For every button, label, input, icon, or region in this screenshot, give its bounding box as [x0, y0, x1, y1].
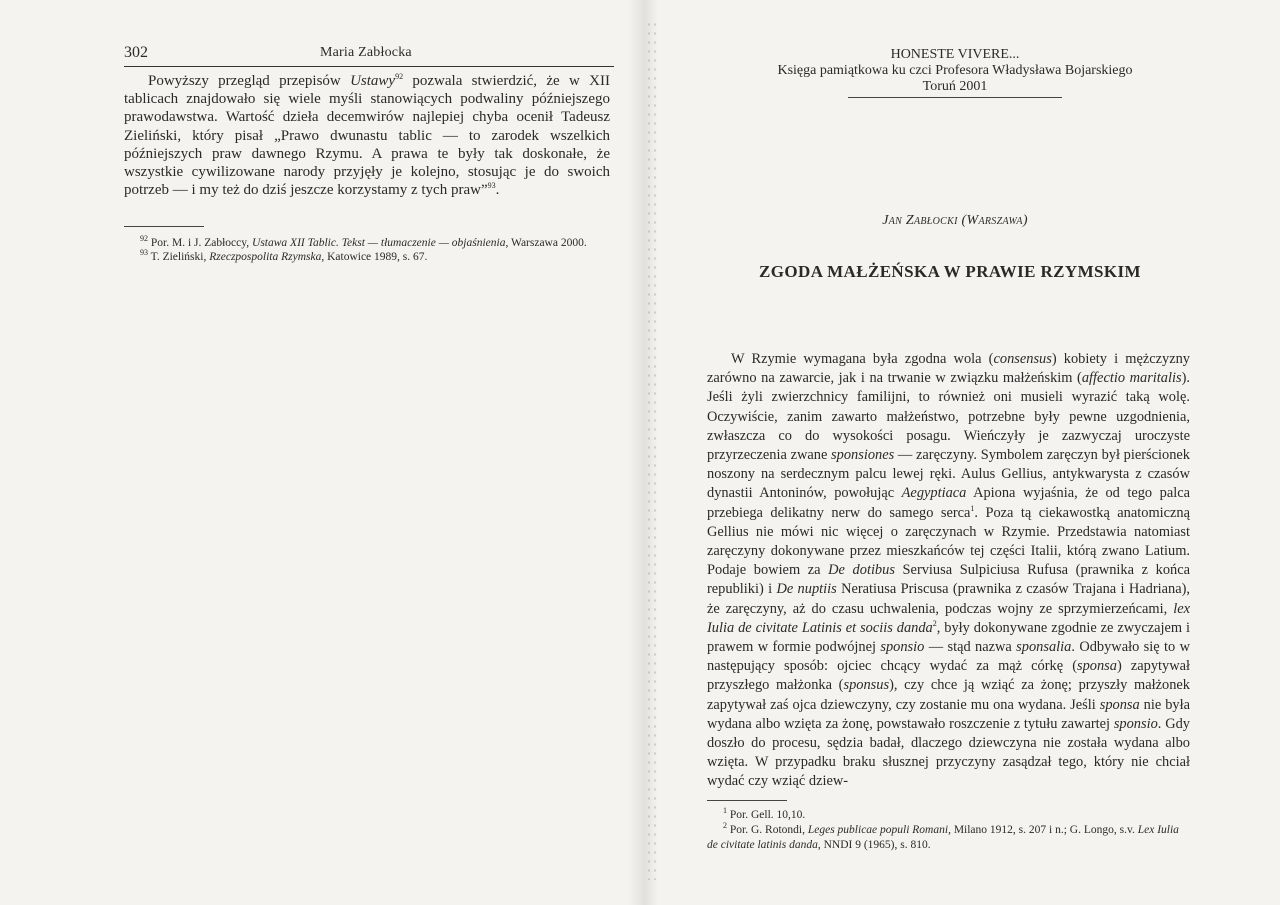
page-number: 302: [124, 44, 148, 61]
footnote-rule: [124, 226, 204, 227]
left-running-header: [124, 44, 614, 67]
footnote: $^1$ Por. Gell. 10,10.: [723, 806, 806, 821]
article-author: Jan Zabłocki (Warszawa): [882, 213, 1028, 228]
running-head-author: Maria Zabłocka: [320, 45, 412, 60]
article-title: ZGODA MAŁŻEŃSKA W PRAWIE RZYMSKIM: [759, 262, 1141, 281]
series-subtitle: Księga pamiątkowa ku czci Profesora Władysława Bojarskiego: [777, 63, 1133, 78]
footnote: $^2$ Por. G. Rotondi, Leges publicae populi Romani, Milano 1912, s. 207 i n.; G. Longo, s.v. Lex Iulia de civitate latinis danda, NNDI 9 (1965), s. 810.: [707, 821, 1179, 851]
footnote-rule: [707, 800, 787, 801]
series-rule: [848, 97, 1062, 98]
footnote: $^{92}$ Por. M. i J. Zabłoccy, Ustawa XII Tablic. Tekst — tłumaczenie — objaśnienia, Warszawa 2000.: [140, 234, 587, 249]
right-footnotes: [707, 808, 1190, 853]
right-body-text: [707, 350, 1190, 792]
left-paragraph: Powyższy przegląd przepisów Ustawy$^{92}$ pozwala stwierdzić, że w XII tablicach znajdowało się wiele myśli stanowiących podwaliny późniejszego prawodawstwa. Wartość dzieła decemwirów najlepiej chyba ocenił Tadeusz Zieliński, który pisał „Prawo dwunastu tablic — to zarodek wszelkich późniejszych praw dawnego Rzymu. A prawa te były tak doskonałe, że wszystkie cywilizowane narody przyjęły je kolejno, stosując je do swoich potrzeb — i my też do dziś jeszcze korzystamy z tych praw”$^{93}$.: [124, 72, 610, 199]
left-footnotes: [124, 236, 610, 264]
series-title: HONESTE VIVERE...: [890, 47, 1020, 62]
left-body-text: [124, 72, 610, 199]
series-place: Toruń 2001: [922, 79, 988, 94]
right-paragraph: W Rzymie wymagana była zgodna wola (consensus) kobiety i mężczyzny zarówno na zawarcie, jak i na trwanie w związku małżeńskim (affectio maritalis). Jeśli żyli zwierzchnicy familijni, to również oni musieli wyrazić taką wolę. Oczywiście, zanim zawarto małżeństwo, potrzebne były pewne uzgodnienia, zwłaszcza co do wysokości posagu. Wieńczyły je zazwyczaj uroczyste przyrzeczenia zwane sponsiones — zaręczyny. Symbolem zaręczyn był pierścionek noszony na serdecznym palcu lewej ręki. Aulus Gellius, antykwarysta z czasów dynastii Antoninów, powołując Aegyptiaca Apiona wyjaśnia, że od tego palca przebiega delikatny nerw do samego serca$^1$. Poza tą ciekawostką anatomiczną Gellius nie mówi nic więcej o zaręczynach w Rzymie. Przedstawia natomiast zaręczyny dokonywane przez mieszkańców tej części Italii, którą zwano Latium. Podaje bowiem za De dotibus Serviusa Sulpiciusa Rufusa (prawnika z końca republiki) i De nuptiis Neratiusa Priscusa (prawnika z czasów Trajana i Hadriana), że zaręczyny, aż do czasu uchwalenia, podczas wojny ze sprzymierzeńcami, lex Iulia de civitate Latinis et sociis danda$^2$, były dokonywane zgodnie ze zwyczajem i prawem w formie podwójnej sponsio — stąd nazwa sponsalia. Odbywało się to w następujący sposób: ojciec chcący wydać za mąż córkę (sponsa) zapytywał przyszłego małżonka (sponsus), czy chce ją wziąć za żonę; przyszły małżonek zapytywał zaś ojca dziewczyny, czy zostanie mu ona wydana. Jeśli sponsa nie była wydana albo wzięta za żonę, powstawało roszczenie z tytułu zawartej sponsio. Gdy doszło do procesu, sędzia badał, dlaczego dziewczyna nie została wydana albo wzięta. W przypadku braku słusznej przyczyny zasądzał tego, który nie chciał wydać czy wziąć dziew-: [707, 351, 1191, 790]
footnote: $^{93}$ T. Zieliński, Rzeczpospolita Rzymska, Katowice 1989, s. 67.: [140, 248, 428, 263]
series-header: [762, 47, 1148, 98]
